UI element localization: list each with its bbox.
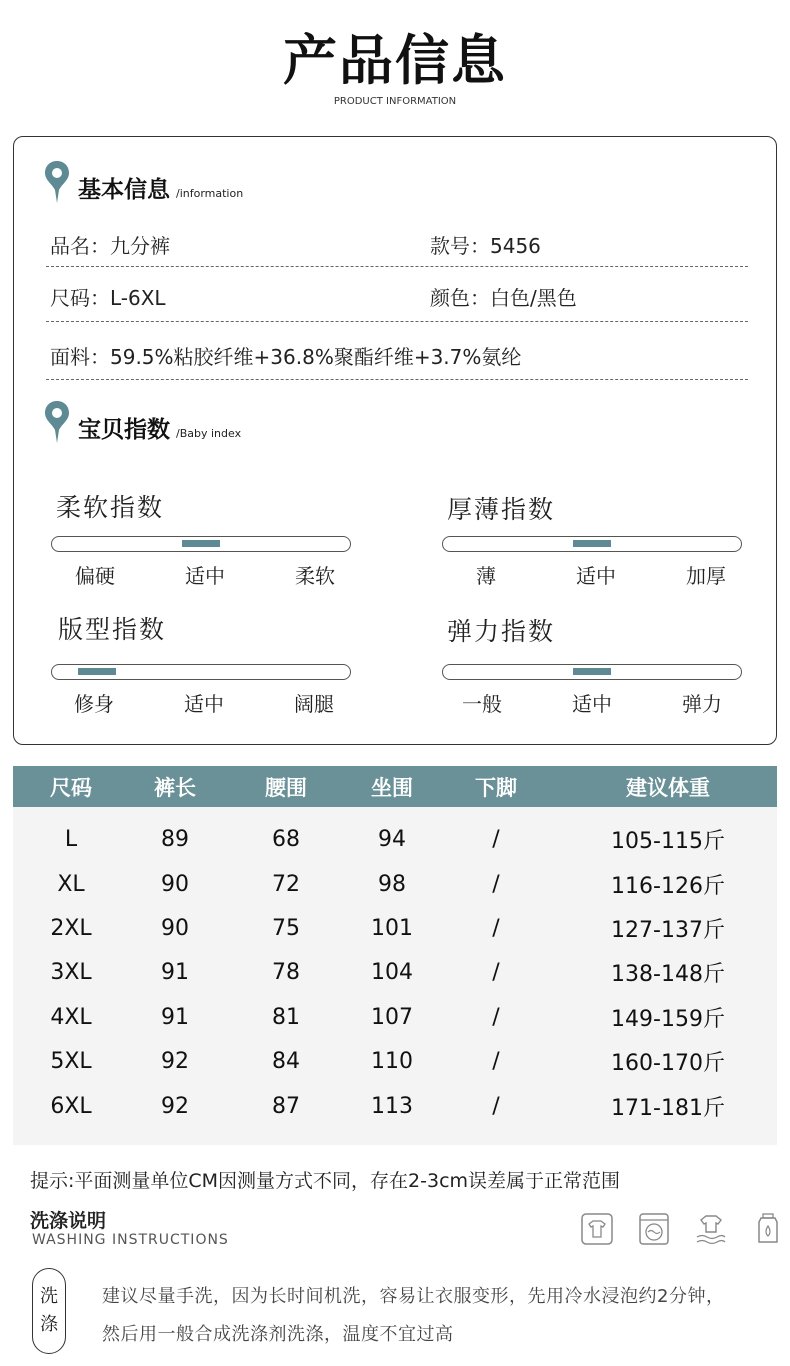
index-label: 薄 [476, 564, 496, 588]
washing-badge [32, 1268, 66, 1354]
table-cell: / [492, 1048, 500, 1074]
table-cell: / [492, 915, 500, 941]
table-cell: 89 [161, 826, 189, 852]
table-cell: 2XL [50, 915, 92, 941]
table-row [13, 950, 777, 994]
table-cell: 81 [272, 1004, 300, 1030]
column-header: 裤长 [154, 775, 196, 800]
garment-soak-icon [694, 1212, 728, 1246]
hand-wash-icon [580, 1212, 614, 1246]
table-row [13, 1084, 777, 1128]
table-cell: 92 [161, 1093, 189, 1119]
table-cell: 84 [272, 1048, 300, 1074]
index-label: 适中 [576, 564, 616, 588]
fabric-composition: 面料：59.5%粘胶纤维+36.8%聚酯纤维+3.7%氨纶 [50, 345, 522, 369]
column-header: 建议体重 [626, 775, 710, 800]
elasticity-index-track [442, 664, 742, 680]
size-table-header [13, 766, 777, 807]
table-cell: 113 [371, 1093, 413, 1119]
table-cell: 98 [378, 871, 406, 897]
location-pin-icon [44, 400, 70, 444]
elasticity-index-title: 弹力指数 [447, 617, 556, 646]
table-cell: 68 [272, 826, 300, 852]
index-label: 加厚 [686, 564, 726, 588]
index-label: 柔软 [295, 564, 335, 588]
table-cell: 116-126斤 [611, 873, 725, 899]
badge-char: 洗 [40, 1286, 58, 1307]
softness-index-track [51, 536, 351, 552]
table-cell: XL [57, 871, 85, 897]
table-cell: 92 [161, 1048, 189, 1074]
table-cell: 110 [371, 1048, 413, 1074]
table-cell: 5XL [50, 1048, 92, 1074]
softness-index-marker [182, 540, 220, 547]
washing-subtitle: WASHING INSTRUCTIONS [32, 1232, 229, 1248]
table-cell: 6XL [50, 1093, 92, 1119]
column-header: 坐围 [371, 775, 413, 800]
index-label: 偏硬 [75, 564, 115, 588]
size-range: 尺码：L-6XL [50, 286, 166, 310]
detergent-icon [751, 1212, 785, 1246]
washing-machine-icon [637, 1212, 671, 1246]
elasticity-index-marker [573, 668, 611, 675]
table-cell: 91 [161, 959, 189, 985]
thickness-index-labels [446, 560, 746, 589]
table-cell: 138-148斤 [611, 961, 725, 987]
fit-index-track [51, 664, 351, 680]
page-title: 产品信息 [283, 29, 507, 92]
washing-instruction-line: 然后用一般合成洗涤剂洗涤，温度不宜过高 [102, 1324, 454, 1345]
table-cell: / [492, 1004, 500, 1030]
table-row [13, 906, 777, 950]
table-cell: / [492, 871, 500, 897]
index-label: 适中 [184, 692, 224, 716]
fit-index-marker [78, 668, 116, 675]
table-cell: 4XL [50, 1004, 92, 1030]
baby-index-title: 宝贝指数 [78, 417, 170, 443]
table-cell: 87 [272, 1093, 300, 1119]
softness-index-title: 柔软指数 [56, 493, 165, 522]
table-cell: / [492, 826, 500, 852]
basic-info-subtitle: /information [176, 187, 244, 200]
table-cell: 127-137斤 [611, 917, 725, 943]
index-label: 适中 [572, 692, 612, 716]
washing-instruction-line: 建议尽量手洗，因为长时间机洗，容易让衣服变形，先用冷水浸泡约2分钟， [102, 1286, 725, 1307]
table-cell: / [492, 1093, 500, 1119]
index-label: 一般 [462, 692, 502, 716]
color-options: 颜色：白色/黑色 [430, 286, 577, 310]
table-cell: 94 [378, 826, 406, 852]
thickness-index-track [442, 536, 742, 552]
thickness-index-marker [573, 540, 611, 547]
table-cell: 78 [272, 959, 300, 985]
table-cell: 149-159斤 [611, 1006, 725, 1032]
index-label: 适中 [185, 564, 225, 588]
divider [46, 266, 748, 267]
table-row [13, 817, 777, 861]
table-cell: 3XL [50, 959, 92, 985]
basic-info-header [44, 160, 243, 204]
table-cell: 101 [371, 915, 413, 941]
fit-index-title: 版型指数 [58, 615, 167, 644]
column-header: 尺码 [50, 775, 92, 800]
fit-index-labels [54, 688, 354, 717]
table-cell: L [64, 826, 78, 852]
page-subtitle: PRODUCT INFORMATION [333, 96, 457, 107]
product-name: 品名：九分裤 [50, 234, 170, 258]
softness-index-labels [55, 560, 355, 589]
baby-index-header [44, 400, 241, 444]
index-label: 修身 [74, 692, 114, 716]
baby-index-subtitle: /Baby index [176, 427, 242, 440]
table-cell: 105-115斤 [611, 828, 725, 854]
table-cell: 171-181斤 [611, 1095, 725, 1121]
table-cell: 90 [161, 915, 189, 941]
basic-info-title: 基本信息 [78, 177, 170, 203]
divider [46, 321, 748, 322]
location-pin-icon [44, 160, 70, 204]
table-row [13, 862, 777, 906]
table-cell: 72 [272, 871, 300, 897]
table-cell: 107 [371, 1004, 413, 1030]
divider [46, 379, 748, 380]
table-row [13, 1039, 777, 1083]
index-label: 阔腿 [294, 692, 334, 716]
table-row [13, 995, 777, 1039]
washing-title: 洗涤说明 [30, 1210, 107, 1232]
size-table-body [13, 807, 777, 1145]
thickness-index-title: 厚薄指数 [447, 495, 556, 524]
table-cell: / [492, 959, 500, 985]
table-cell: 160-170斤 [611, 1050, 725, 1076]
column-header: 下脚 [475, 775, 517, 800]
elasticity-index-labels [442, 688, 742, 717]
table-cell: 75 [272, 915, 300, 941]
table-cell: 91 [161, 1004, 189, 1030]
column-header: 腰围 [265, 775, 307, 800]
table-cell: 104 [371, 959, 413, 985]
style-number: 款号：5456 [430, 234, 541, 258]
table-cell: 90 [161, 871, 189, 897]
measurement-tip: 提示:平面测量单位CM因测量方式不同，存在2-3cm误差属于正常范围 [30, 1170, 621, 1192]
badge-char: 涤 [40, 1314, 58, 1335]
index-label: 弹力 [682, 692, 722, 716]
